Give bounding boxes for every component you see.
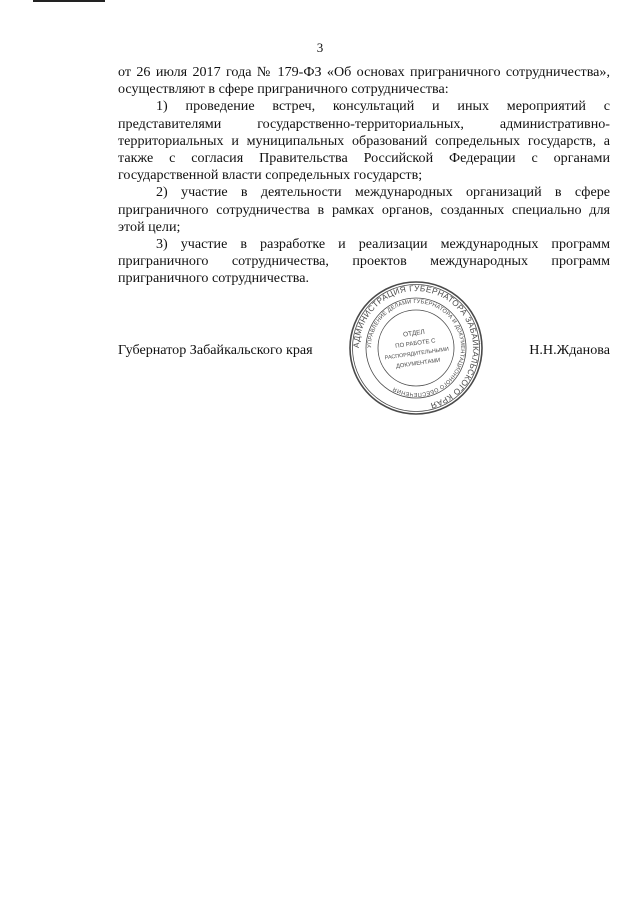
signer-title: Губернатор Забайкальского края (118, 342, 313, 358)
page-number: 3 (316, 40, 324, 55)
stamp-center-text (382, 326, 451, 372)
stamp-middle-text: УПРАВЛЕНИЕ ДЕЛАМИ ГУБЕРНАТОРА И ДОКУМЕНТАЦИОННОГО ОБЕСПЕЧЕНИЯ (366, 298, 466, 398)
stamp-center-line-3: РАСПОРЯДИТЕЛЬНЫМИ (384, 346, 450, 362)
top-rule (33, 0, 105, 2)
paragraph-item-2: 2) участие в деятельности международных организаций в сфере приграничного сотрудничества в рамках органов, созданных специально для этой цели; (118, 184, 610, 235)
document-body (118, 64, 610, 288)
official-stamp (348, 280, 484, 416)
stamp-center-line-2: ПО РАБОТЕ С (394, 338, 436, 350)
signer-name: Н.Н.Жданова (529, 342, 610, 358)
stamp-center-line-4: ДОКУМЕНТАМИ (395, 357, 441, 370)
stamp-center-line-1: ОТДЕЛ (402, 328, 426, 339)
paragraph-item-3: 3) участие в разработке и реализации международных программ приграничного сотрудничества, проектов международных программ приграничного сотрудничества. (118, 236, 610, 287)
paragraph-intro: от 26 июля 2017 года № 179-ФЗ «Об основах приграничного сотрудничества», осуществляют в сфере приграничного сотрудничества: (118, 64, 610, 98)
paragraph-item-1: 1) проведение встреч, консультаций и иных мероприятий с представителями государственно-территориальных, административно-территориальных и муниципальных образований сопредельных государств, а также с согласия Правительства Российской Федерации с органами государственной власти сопредельных государств; (118, 98, 610, 184)
stamp-outer-text: АДМИНИСТРАЦИЯ ГУБЕРНАТОРА ЗАБАЙКАЛЬСКОГО КРАЯ (351, 283, 481, 411)
